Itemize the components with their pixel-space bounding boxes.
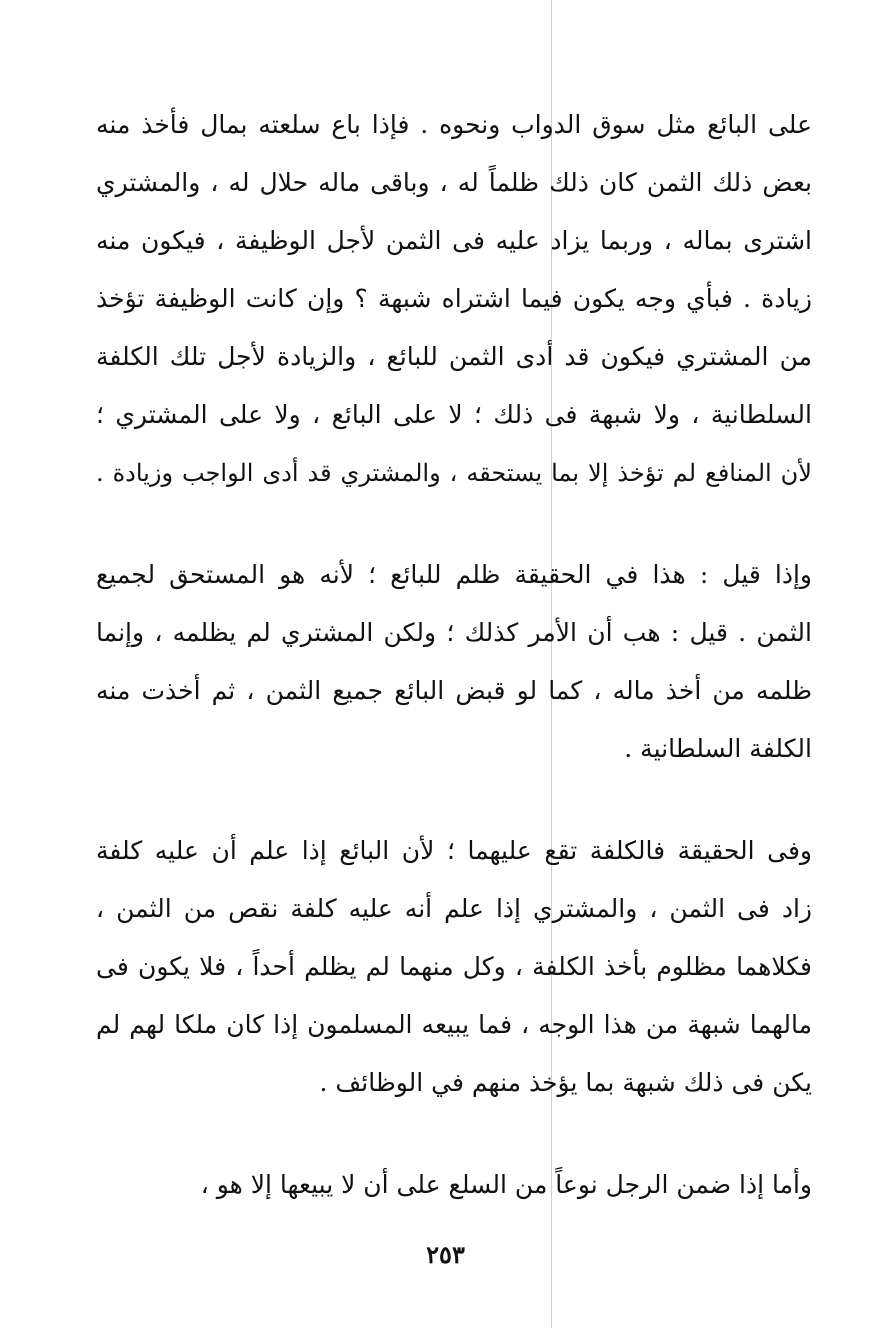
text-line: لأن المنافع لم تؤخذ إلا بما يستحقه ، والمشتري قد أدى الواجب وزيادة . bbox=[96, 459, 812, 487]
paragraph-2 bbox=[96, 546, 812, 778]
text-line: الكلفة السلطانية . bbox=[624, 734, 812, 763]
text-line: زيادة . فبأي وجه يكون فيما اشتراه شبهة ؟ وإن كانت الوظيفة تؤخذ bbox=[96, 284, 812, 313]
text-line: وأما إذا ضمن الرجل نوعاً من السلع على أن لا يبيعها إلا هو ، bbox=[200, 1170, 812, 1199]
text-line: وإذا قيل : هذا في الحقيقة ظلم للبائع ؛ لأنه هو المستحق لجميع bbox=[96, 560, 812, 589]
text-line: فكلاهما مظلوم بأخذ الكلفة ، وكل منهما لم يظلم أحداً ، فلا يكون فى bbox=[96, 952, 812, 981]
text-line: يكن فى ذلك شبهة بما يؤخذ منهم في الوظائف . bbox=[319, 1068, 812, 1097]
text-line: الثمن . قيل : هب أن الأمر كذلك ؛ ولكن المشتري لم يظلمه ، وإنما bbox=[96, 618, 812, 647]
text-line: وفى الحقيقة فالكلفة تقع عليهما ؛ لأن البائع إذا علم أن عليه كلفة bbox=[96, 836, 812, 865]
page-number: ٢٥٣ bbox=[426, 1240, 465, 1269]
text-line: ظلمه من أخذ ماله ، كما لو قبض البائع جميع الثمن ، ثم أخذت منه bbox=[96, 676, 812, 705]
text-line: اشترى بماله ، وربما يزاد عليه فى الثمن لأجل الوظيفة ، فيكون منه bbox=[96, 226, 812, 255]
paragraph-4 bbox=[96, 1156, 812, 1214]
paragraph-1 bbox=[96, 96, 812, 502]
text-line: مالهما شبهة من هذا الوجه ، فما يبيعه المسلمون إذا كان ملكا لهم لم bbox=[96, 1010, 812, 1039]
text-line: على البائع مثل سوق الدواب ونحوه . فإذا باع سلعته بمال فأخذ منه bbox=[96, 110, 812, 139]
paragraph-3 bbox=[96, 822, 812, 1112]
text-line: زاد فى الثمن ، والمشتري إذا علم أنه عليه كلفة نقص من الثمن ، bbox=[96, 894, 812, 923]
text-line: السلطانية ، ولا شبهة فى ذلك ؛ لا على البائع ، ولا على المشتري ؛ bbox=[96, 400, 812, 429]
text-line: من المشتري فيكون قد أدى الثمن للبائع ، والزيادة لأجل تلك الكلفة bbox=[96, 342, 812, 371]
text-line: بعض ذلك الثمن كان ذلك ظلماً له ، وباقى ماله حلال له ، والمشتري bbox=[96, 168, 812, 197]
